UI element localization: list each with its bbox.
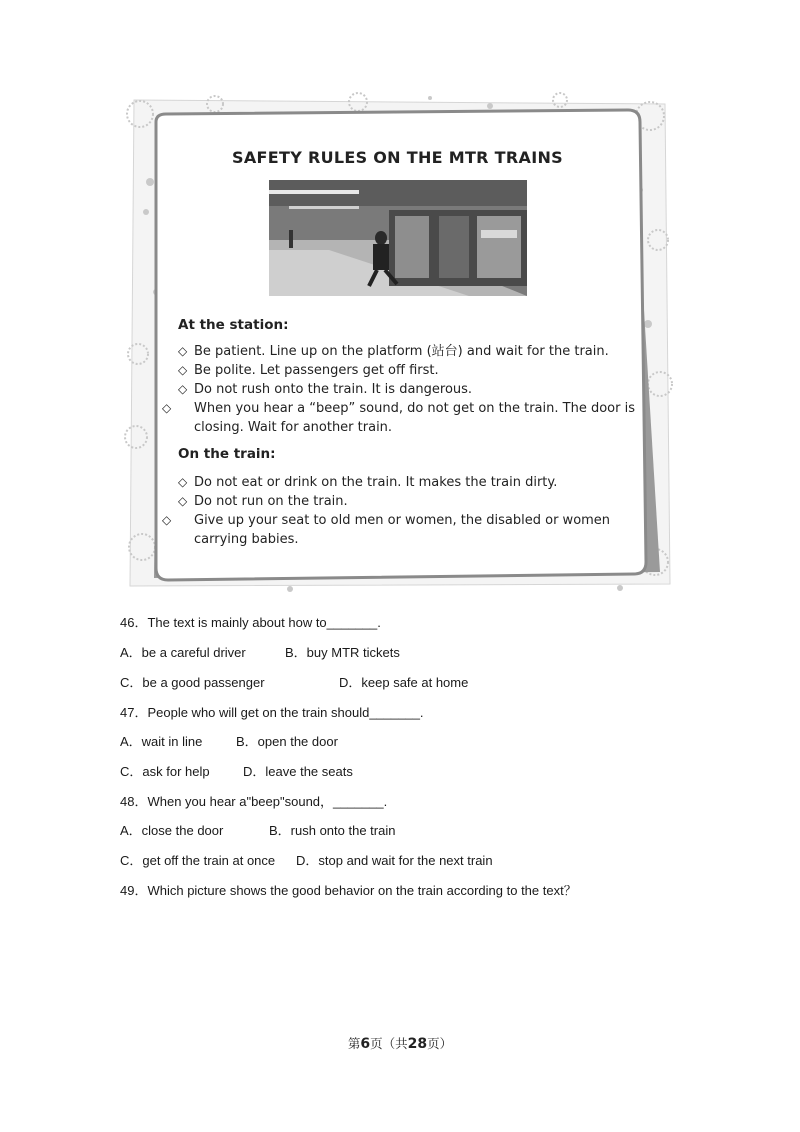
question-46: 46．The text is mainly about how to_______.: [120, 615, 381, 630]
station-rule-1: ◇ Be patient. Line up on the platform (站台) and wait for the train.: [178, 344, 609, 359]
safety-rules-notice: [120, 92, 675, 597]
q48-option-d[interactable]: D．stop and wait for the next train: [296, 853, 493, 868]
train-rule-3: ◇ Give up your seat to old men or women, the disabled or women carrying babies.: [162, 513, 611, 547]
q48-option-c[interactable]: C．get off the train at once: [120, 853, 276, 868]
q46-option-a[interactable]: A．be a careful driver: [120, 645, 246, 660]
diamond-icon: ◇: [162, 401, 172, 415]
section-heading-station: At the station:: [178, 317, 289, 333]
question-49: 49．Which picture shows the good behavior on the train according to the text？: [120, 883, 577, 898]
station-rule-3: ◇ Do not rush onto the train. It is dangerous.: [178, 382, 473, 397]
q46-option-d[interactable]: D．keep safe at home: [339, 675, 469, 690]
section-heading-train: On the train:: [178, 446, 276, 462]
station-rule-2: ◇ Be polite. Let passengers get off first.: [178, 363, 439, 378]
diamond-icon: ◇: [178, 475, 188, 489]
q46-option-c[interactable]: C．be a good passenger: [120, 675, 265, 690]
train-rule-1: ◇ Do not eat or drink on the train. It makes the train dirty.: [178, 475, 558, 490]
q47-option-a[interactable]: A．wait in line: [120, 734, 203, 749]
diamond-icon: ◇: [178, 363, 188, 377]
q48-option-a[interactable]: A．close the door: [120, 823, 224, 838]
q48-option-b[interactable]: B．rush onto the train: [269, 823, 396, 838]
diamond-icon: ◇: [178, 494, 188, 508]
question-48: 48．When you hear a"beep"sound，_______.: [120, 794, 388, 809]
diamond-icon: ◇: [162, 513, 172, 527]
notice-title: SAFETY RULES ON THE MTR TRAINS: [232, 148, 563, 167]
diamond-icon: ◇: [178, 344, 188, 358]
q47-option-c[interactable]: C．ask for help: [120, 764, 210, 779]
diamond-icon: ◇: [178, 382, 188, 396]
q46-option-b[interactable]: B．buy MTR tickets: [285, 645, 400, 660]
mtr-platform-photo: [269, 180, 527, 296]
question-47: 47．People who will get on the train should_______.: [120, 705, 424, 720]
train-rule-2: ◇ Do not run on the train.: [178, 494, 348, 509]
q47-option-b[interactable]: B．open the door: [236, 734, 338, 749]
q47-option-d[interactable]: D．leave the seats: [243, 764, 353, 779]
page-number: 第6页（共28页）: [347, 1036, 453, 1052]
station-rule-4: ◇ When you hear a “beep” sound, do not get on the train. The door is closing. Wait for another train.: [162, 401, 635, 435]
